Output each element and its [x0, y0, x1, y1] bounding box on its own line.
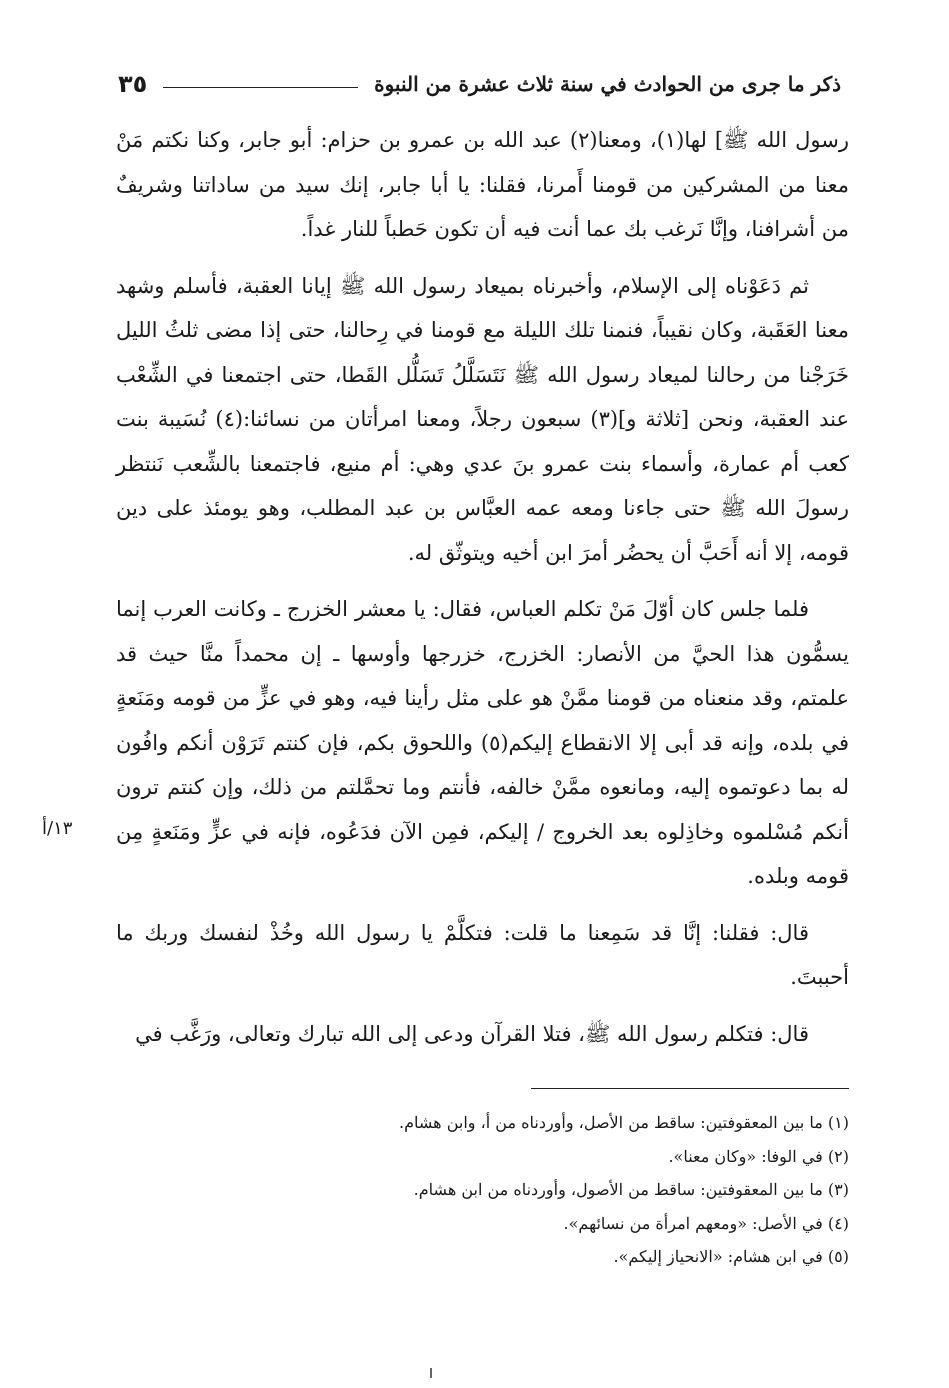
paragraph-4: قال: فقلنا: إنَّا قد سَمِعنا ما قلت: فتكلَّمْ يا رسول الله وخُذْ لنفسك وربك ما أحببتَ.	[116, 920, 849, 989]
footnote-4: (٤) في الأصل: «ومعهم امرأة من نسائهم».	[563, 1213, 849, 1233]
paragraph-1: رسول الله ﷺ] لها(١)، ومعنا(٢) عبد الله بن عمرو بن حزام: أبو جابر، وكنا نكتم مَنْ معنا من المشركين من قومنا أَمرنا، فقلنا: يا أبا جابر، إنك سيد من ساداتنا وشريفٌ من أشرافنا، وإنَّا نَرغب بك عما أنت فيه أن تكون حَطباً للنار غداً.	[116, 128, 849, 241]
chapter-title: ذكر ما جرى من الحوادث في سنة ثلاث عشرة من النبوة	[374, 72, 841, 96]
paragraph-3: فلما جلس كان أوّلَ مَنْ تكلم العباس، فقال: يا معشر الخزرج ـ وكانت العرب إنما يسمُّون هذا الحيَّ من الأنصار: الخزرج، خزرجها وأوسها ـ إن محمداً منَّا حيث قد علمتم، وقد منعناه من قومنا ممَّنْ هو على مثل رأينا فيه، وهو في عزٍّ من قومه ومَنَعةٍ في بلده، وإنه قد أبى إلا الانقطاع إليكم(٥) واللحوق بكم، فإن كنتم تَرَوْن أنكم وافُون له بما دعوتموه إليه، ومانعوه ممَّنْ خالفه، فأنتم وما تحمَّلتم من ذلك، وإن كنتم ترون أنكم مُسْلموه وخاذِلوه بعد الخروج / إليكم، فمِن الآن فدَعُوه، فإنه في عزٍّ ومَنَعةٍ مِن قومه وبلده.	[116, 597, 849, 888]
paragraph-5: قال: فتكلم رسول الله ﷺ، فتلا القرآن ودعى إلى الله تبارك وتعالى، ورَغَّب في	[135, 1021, 809, 1046]
paragraph-2: ثم دَعَوْناه إلى الإسلام، وأخبرناه بميعاد رسول الله ﷺ إيانا العقبة، فأسلم وشهد معنا العَقَبة، وكان نقيباً، فنمنا تلك الليلة مع قومنا في رِحالنا، حتى إذا مضى ثلثُ الليل خَرَجْنا من رحالنا لميعاد رسول الله ﷺ نَتَسَلَّلُ تَسَلُّل القَطا، حتى اجتمعنا في الشِّعْب عند العقبة، ونحن [ثلاثة و](٣) سبعون رجلاً، ومعنا امرأتان من نسائنا:(٤) نُسَيبة بنت كعب أم عمارة، وأسماء بنت عمرو بنَ عدي وهي: أم منيع، فاجتمعنا بالشِّعب نَنتظر رسولَ الله ﷺ حتى جاءنا ومعه عمه العبَّاس بن عبد المطلب، وهو يومئذ على دين قومه، إلا أنه أَحَبَّ أن يحضُر أمرَ ابن أخيه ويتوثّق له.	[116, 273, 850, 565]
footnote-1: (١) ما بين المعقوفتين: ساقط من الأصل، وأوردناه من أ، وابن هشام.	[399, 1113, 849, 1132]
bottom-mark	[430, 1368, 432, 1378]
footnote-5: (٥) في ابن هشام: «الانحياز إليكم».	[613, 1247, 849, 1266]
running-header	[118, 66, 841, 102]
footnotes	[116, 1106, 849, 1274]
manuscript-folio-note: ١٣/أ	[42, 818, 73, 839]
page-number: ٣٥	[118, 70, 148, 98]
footnote-2: (٢) في الوفا: «وكان معنا».	[668, 1146, 849, 1166]
footnote-3: (٣) ما بين المعقوفتين: ساقط من الأصول، وأوردناه من ابن هشام.	[413, 1180, 849, 1199]
header-rule	[163, 87, 358, 88]
main-text	[116, 118, 849, 1068]
footnote-rule	[531, 1088, 849, 1089]
